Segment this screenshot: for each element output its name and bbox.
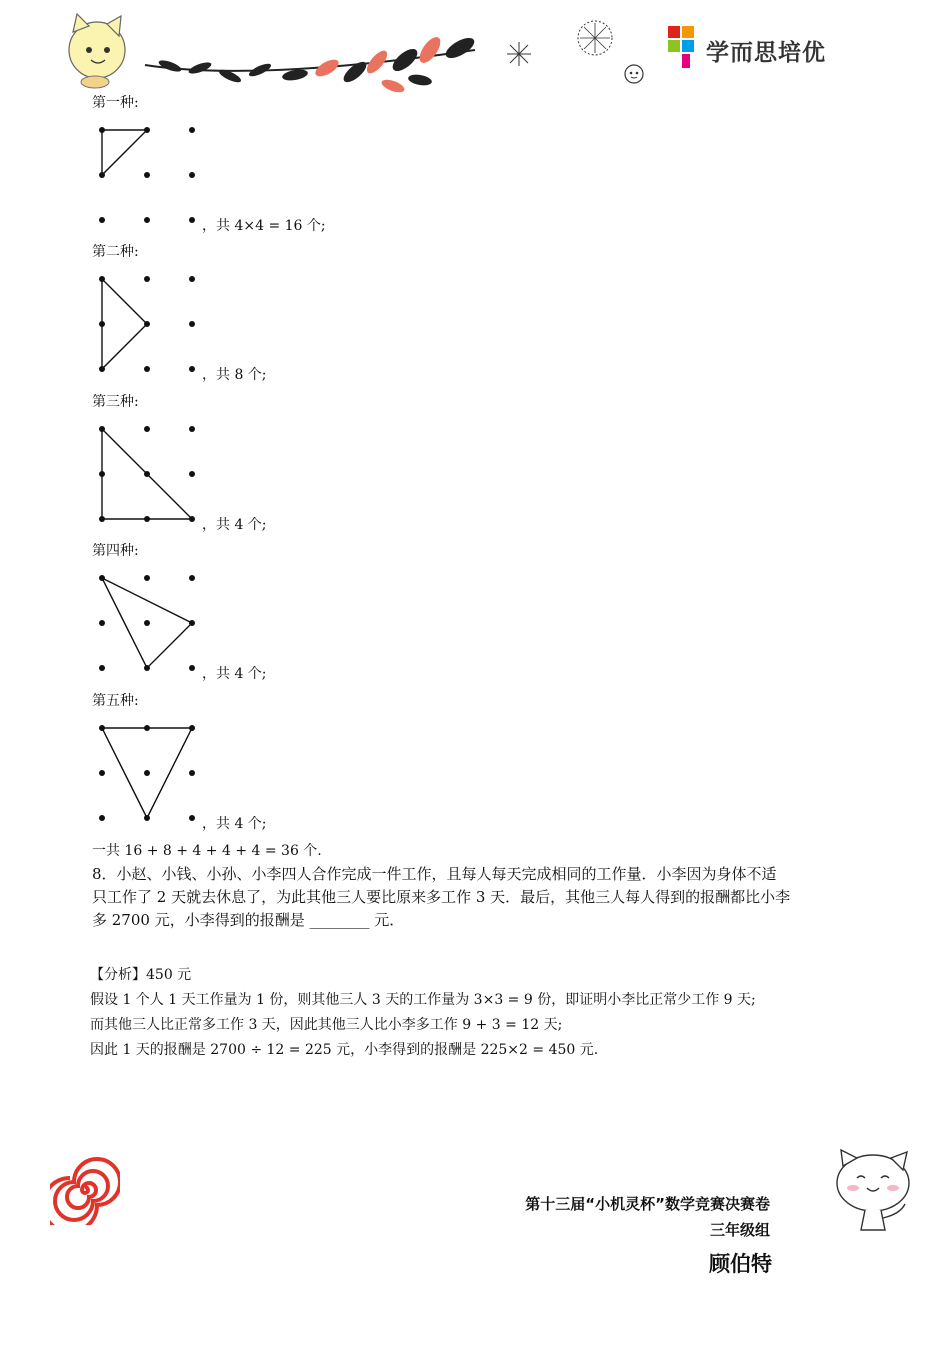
grid-dot	[189, 815, 195, 821]
contest-title: 第十三届“小机灵杯”数学竞赛决赛卷	[525, 1195, 770, 1213]
grid-dot	[189, 471, 195, 477]
cartoon-cat-illustration	[825, 1148, 920, 1238]
analysis-label: 【分析】450 元	[90, 967, 192, 983]
solution-total: 一共 16 + 8 + 4 + 4 + 4 = 36 个.	[92, 843, 322, 859]
case-label: 第五种:	[92, 693, 139, 709]
grid-dot	[144, 321, 150, 327]
grid-dot	[189, 321, 195, 327]
grid-dot	[99, 471, 105, 477]
analysis-line: 因此 1 天的报酬是 2700 ÷ 12 = 225 元，小李得到的报酬是 225×2 = 450 元.	[90, 1042, 599, 1058]
grid-dot	[144, 665, 150, 671]
grid-dot	[99, 725, 105, 731]
header-decoration	[55, 10, 535, 100]
grid-dot	[189, 366, 195, 372]
grid-dot	[144, 366, 150, 372]
dot-grid-figure	[92, 419, 202, 529]
grid-dot	[189, 516, 195, 522]
dot-grid-figure	[92, 568, 202, 678]
grade-label: 三年级组	[709, 1221, 770, 1239]
dot-grid-figure	[92, 120, 202, 230]
dot-grid-figure	[92, 269, 202, 379]
case-label: 第一种:	[92, 95, 139, 111]
question-line: 多 2700 元，小李得到的报酬是 ________ 元．	[92, 911, 405, 929]
grid-dot	[99, 366, 105, 372]
grid-dot	[144, 575, 150, 581]
case-count: ，共 4×4 = 16 个;	[202, 218, 326, 234]
question-8	[92, 863, 872, 932]
grid-dot	[189, 276, 195, 282]
grid-dot	[99, 516, 105, 522]
dot-grid-figure	[92, 718, 202, 828]
case-count: ，共 4 个;	[202, 816, 267, 832]
grid-dot	[144, 620, 150, 626]
question-line: 8．小赵、小钱、小孙、小李四人合作完成一件工作，且每人每天完成相同的工作量．小李因为身体不适	[92, 865, 777, 883]
grid-dot	[99, 665, 105, 671]
grid-dot	[144, 426, 150, 432]
grid-dot	[189, 725, 195, 731]
grid-dot	[99, 815, 105, 821]
grid-dot	[144, 172, 150, 178]
case-count: ，共 8 个;	[202, 367, 267, 383]
question-line: 只工作了 2 天就去休息了，为此其他三人要比原来多工作 3 天．最后，其他三人每人得到的报酬都比小李	[92, 888, 791, 906]
grid-dot	[189, 217, 195, 223]
grid-dot	[144, 217, 150, 223]
triangle-shape	[102, 130, 147, 175]
grid-dot	[189, 172, 195, 178]
grid-dot	[144, 725, 150, 731]
cartoon-face-icon	[620, 62, 648, 86]
grid-dot	[99, 620, 105, 626]
grid-dot	[99, 217, 105, 223]
grid-dot	[144, 516, 150, 522]
grid-dot	[99, 321, 105, 327]
grid-dot	[189, 665, 195, 671]
triangle-shape	[102, 279, 147, 369]
grid-dot	[99, 172, 105, 178]
grid-dot	[189, 127, 195, 133]
grid-dot	[99, 770, 105, 776]
grid-dot	[144, 127, 150, 133]
case-label: 第三种:	[92, 394, 139, 410]
grid-dot	[99, 426, 105, 432]
brand-logo	[666, 24, 856, 72]
grid-dot	[189, 575, 195, 581]
grid-dot	[144, 770, 150, 776]
dandelion-icon	[505, 40, 533, 68]
analysis-line: 假设 1 个人 1 天工作量为 1 份，则其他三人 3 天的工作量为 3×3 = 9 份，即证明小李比正常少工作 9 天;	[90, 992, 756, 1008]
grid-dot	[144, 471, 150, 477]
spiral-decoration	[50, 1155, 120, 1225]
grid-dot	[144, 276, 150, 282]
grid-dot	[99, 276, 105, 282]
grid-dot	[99, 575, 105, 581]
grid-dot	[99, 127, 105, 133]
case-label: 第四种:	[92, 543, 139, 559]
brand-logo-icon	[666, 24, 702, 72]
grid-dot	[189, 426, 195, 432]
grid-dot	[144, 815, 150, 821]
case-label: 第二种:	[92, 244, 139, 260]
case-count: ，共 4 个;	[202, 517, 267, 533]
analysis-line: 而其他三人比正常多工作 3 天，因此其他三人比小李多工作 9 + 3 = 12 天;	[90, 1017, 563, 1033]
vine-branch-illustration	[55, 10, 535, 100]
grid-dot	[189, 620, 195, 626]
author-name: 顾伯特	[709, 1252, 772, 1276]
dandelion-icon	[575, 18, 615, 58]
grid-dot	[189, 770, 195, 776]
brand-name: 学而思培优	[706, 40, 826, 66]
case-count: ，共 4 个;	[202, 666, 267, 682]
